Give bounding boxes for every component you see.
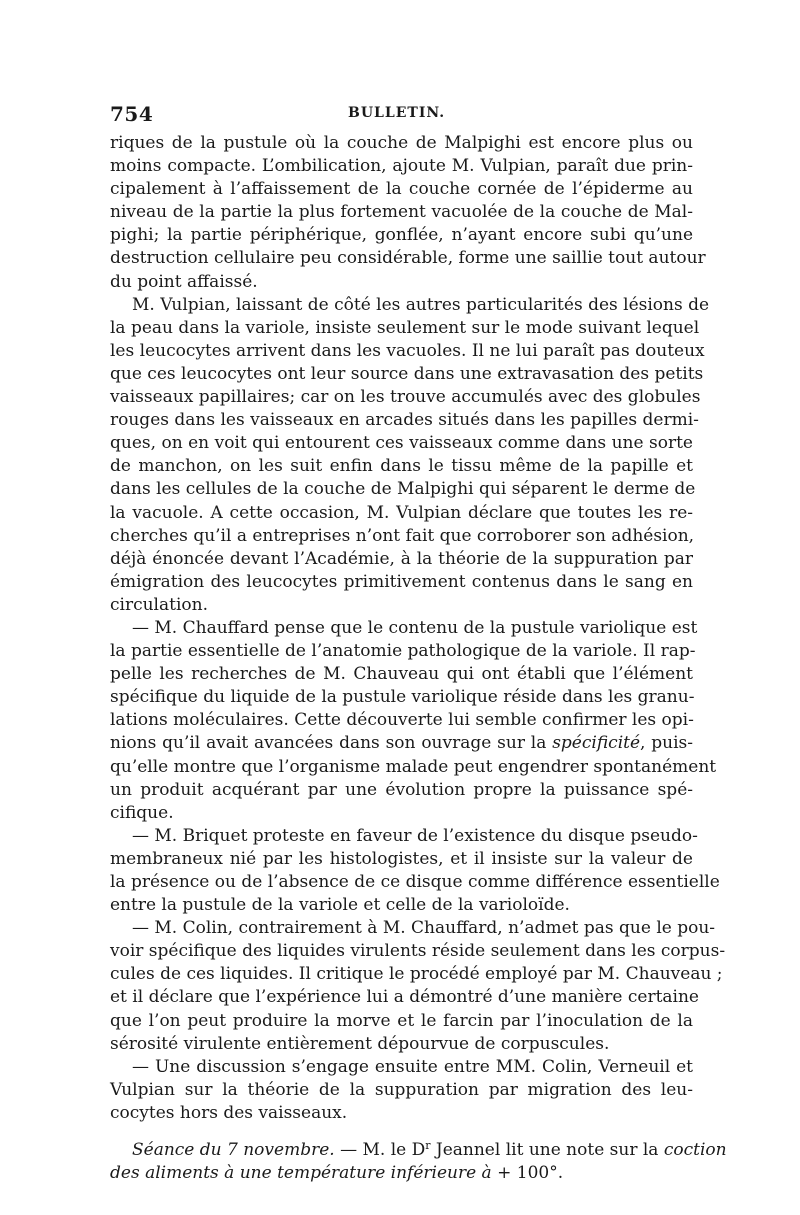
text-line: rouges dans les vaisseaux en arcades situés dans les papilles dermi- xyxy=(110,410,699,431)
temperature: + 100°. xyxy=(497,1163,564,1184)
text-line: — M. Briquet proteste en faveur de l’existence du disque pseudo- xyxy=(132,825,698,846)
text-line: Vulpian sur la théorie de la suppuration par migration des leu- xyxy=(110,1079,693,1100)
text-fragment: — xyxy=(334,1140,363,1161)
text-line: voir spécifique des liquides virulents réside seulement dans les corpus- xyxy=(110,941,726,962)
text-line: émigration des leucocytes primitivement contenus dans le sang en xyxy=(110,571,693,592)
text-line: la peau dans la variole, insiste seulement sur le mode suivant lequel xyxy=(110,317,700,338)
paragraph-gap xyxy=(110,1125,693,1139)
text-line: riques de la pustule où la couche de Malpighi est encore plus ou xyxy=(110,133,693,153)
text-line: ques, on en voit qui entourent ces vaisseaux comme dans une sorte xyxy=(110,433,693,454)
text-line: que ces leucocytes ont leur source dans une extravasation des petits xyxy=(110,363,704,384)
text-line: cifique. xyxy=(110,802,174,823)
session-date: Séance du 7 novembre. xyxy=(132,1140,335,1161)
text-line: entre la pustule de la variole et celle de la varioloïde. xyxy=(110,895,570,916)
text-line: de manchon, on les suit enfin dans le tissu même de la papille et xyxy=(110,456,693,477)
text-line: cherches qu’il a entreprises n’ont fait que corroborer son adhésion, xyxy=(110,525,695,546)
text-line: — Une discussion s’engage ensuite entre MM. Colin, Verneuil et xyxy=(132,1056,693,1077)
text-line-mixed xyxy=(110,732,693,755)
text-line: circulation. xyxy=(110,594,208,615)
text-line: cocytes hors des vaisseaux. xyxy=(110,1102,348,1123)
text-line: moins compacte. L’ombilication, ajoute M. Vulpian, paraît due prin- xyxy=(110,156,693,177)
text-line: spécifique du liquide de la pustule variolique réside dans les granu- xyxy=(110,687,695,708)
superscript: r xyxy=(425,1139,431,1153)
text-line: pelle les recherches de M. Chauveau qui ont établi que l’élément xyxy=(110,664,693,685)
text-line: et il déclare que l’expérience lui a démontré d’une manière certaine xyxy=(110,987,699,1008)
body-text xyxy=(110,132,727,1185)
text-fragment: M. le D xyxy=(362,1140,426,1161)
text-line: cipalement à l’affaissement de la couche cornée de l’épiderme au xyxy=(110,179,693,200)
text-line: dans les cellules de la couche de Malpighi qui séparent le derme de xyxy=(110,479,696,500)
running-title: BULLETIN. xyxy=(348,105,446,121)
text-line: que l’on peut produire la morve et le farcin par l’inoculation de la xyxy=(110,1010,693,1031)
page-number: 754 xyxy=(110,102,154,126)
text-fragment: Jeannel lit une note sur la xyxy=(430,1140,659,1161)
text-line: membraneux nié par les histologistes, et il insiste sur la valeur de xyxy=(110,848,693,869)
text-fragment: nions qu’il avait avancées dans son ouvrage sur la xyxy=(110,733,547,754)
text-line: un produit acquérant par une évolution propre la puissance spé- xyxy=(110,779,693,800)
italic-term: spécificité xyxy=(552,733,641,754)
running-head xyxy=(108,98,694,128)
text-line: M. Vulpian, laissant de côté les autres particularités des lésions de xyxy=(132,294,710,315)
text-line: pighi; la partie périphérique, gonflée, n’ayant encore subi qu’une xyxy=(110,225,693,246)
text-line: la partie essentielle de l’anatomie pathologique de la variole. Il rap- xyxy=(110,641,696,662)
note-title: des aliments à une température inférieure à xyxy=(110,1163,492,1184)
text-line: cules de ces liquides. Il critique le procédé employé par M. Chauveau ; xyxy=(110,964,723,985)
note-title: coction xyxy=(663,1140,727,1161)
text-line: du point affaissé. xyxy=(110,271,258,292)
text-line: sérosité virulente entièrement dépourvue de corpuscules. xyxy=(110,1033,610,1054)
text-line: les leucocytes arrivent dans les vacuoles. Il ne lui paraît pas douteux xyxy=(110,340,705,361)
text-line: déjà énoncée devant l’Académie, à la théorie de la suppuration par xyxy=(110,548,693,569)
text-line: — M. Chauffard pense que le contenu de la pustule variolique est xyxy=(132,617,698,638)
session-line xyxy=(110,1139,727,1162)
text-line: destruction cellulaire peu considérable, forme une saillie tout autour xyxy=(110,248,706,269)
session-line xyxy=(110,1162,693,1185)
text-line: lations moléculaires. Cette découverte lui semble confirmer les opi- xyxy=(110,710,694,731)
text-line: la vacuole. A cette occasion, M. Vulpian déclare que toutes les re- xyxy=(110,502,693,523)
text-fragment: , puis- xyxy=(640,733,694,754)
text-line: qu’elle montre que l’organisme malade peut engendrer spontanément xyxy=(110,756,717,777)
text-line: la présence ou de l’absence de ce disque comme différence essentielle xyxy=(110,872,720,892)
text-line: vaisseaux papillaires; car on les trouve accumulés avec des globules xyxy=(110,387,701,408)
text-line: niveau de la partie la plus fortement vacuolée de la couche de Mal- xyxy=(110,202,693,223)
text-line: — M. Colin, contrairement à M. Chauffard, n’admet pas que le pou- xyxy=(132,918,716,939)
